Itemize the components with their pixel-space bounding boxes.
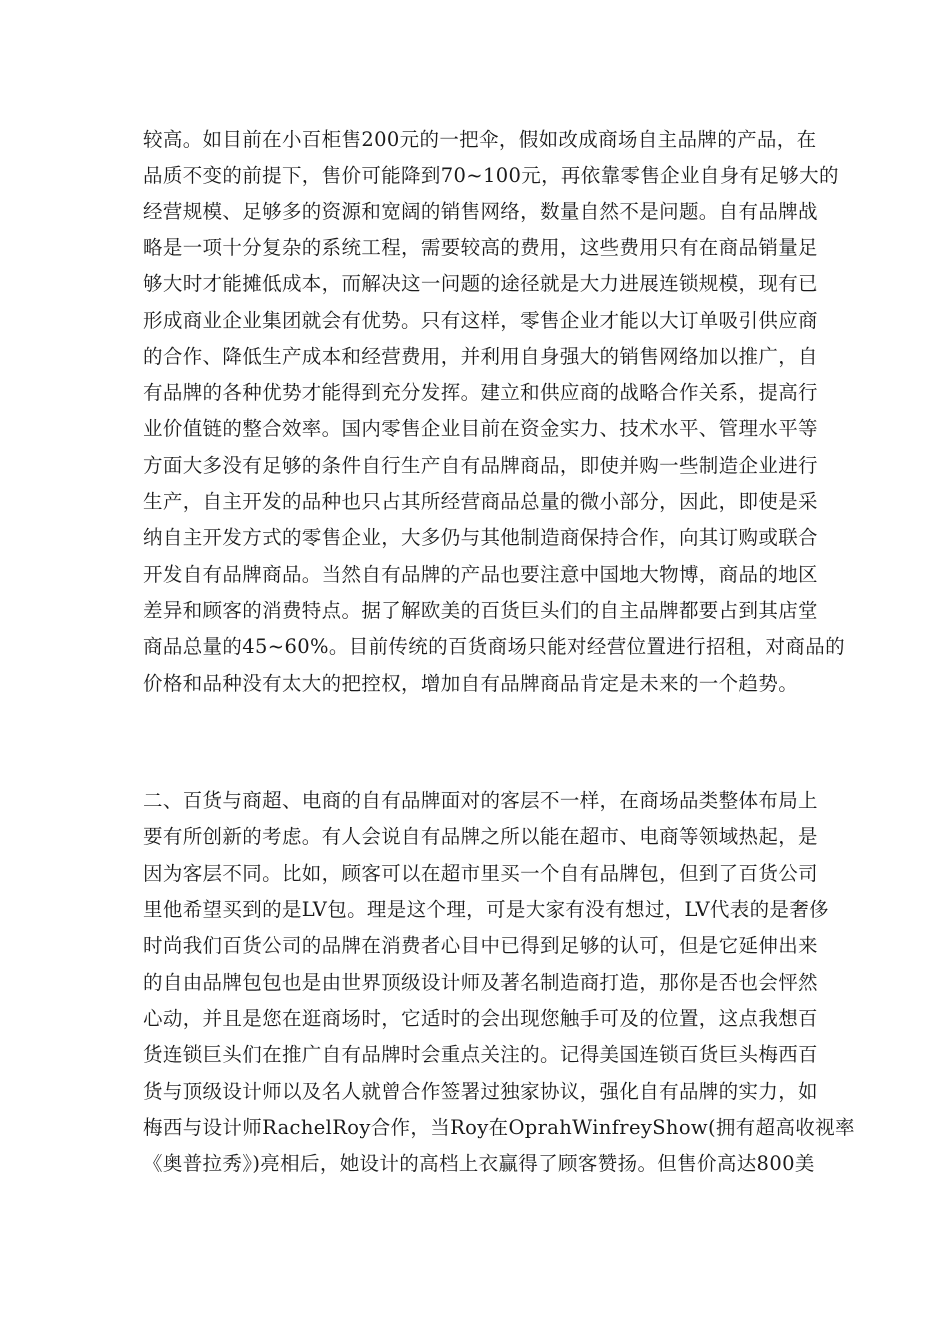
- paragraph-line: 纳自主开发方式的零售企业，大多仍与其他制造商保持合作，向其订购或联合: [143, 526, 818, 549]
- paragraph-line: 时尚我们百货公司的品牌在消费者心目中已得到足够的认可，但是它延伸出来: [143, 934, 818, 957]
- paragraph-line: 够大时才能摊低成本，而解决这一问题的途径就是大力进展连锁规模，现有已: [143, 272, 818, 295]
- paragraph-line: 方面大多没有足够的条件自行生产自有品牌商品，即使并购一些制造企业进行: [143, 454, 818, 477]
- paragraph-line: 品质不变的前提下，售价可能降到70~100元，再依靠零售企业自身有足够大的: [143, 164, 839, 187]
- paragraph-line: 生产，自主开发的品种也只占其所经营商品总量的微小部分，因此，即使是采: [143, 490, 818, 513]
- paragraph-line: 经营规模、足够多的资源和宽阔的销售网络，数量自然不是问题。自有品牌战: [143, 200, 818, 223]
- paragraph-line: 梅西与设计师RachelRoy合作，当Roy在OprahWinfreyShow(拥有超高收视率: [143, 1116, 855, 1139]
- paragraph-line: 较高。如目前在小百柜售200元的一把伞，假如改成商场自主品牌的产品，在: [143, 128, 817, 151]
- paragraph-line: 商品总量的45~60%。目前传统的百货商场只能对经营位置进行招租，对商品的: [143, 635, 845, 658]
- paragraph-line: 开发自有品牌商品。当然自有品牌的产品也要注意中国地大物博，商品的地区: [143, 563, 818, 586]
- paragraph-line: 里他希望买到的是LV包。理是这个理，可是大家有没有想过，LV代表的是奢侈: [143, 898, 830, 921]
- paragraph-line: 货与顶级设计师以及名人就曾合作签署过独家协议，强化自有品牌的实力，如: [143, 1080, 818, 1103]
- paragraph-line: 《奥普拉秀》)亮相后，她设计的高档上衣赢得了顾客赞扬。但售价高达800美: [143, 1152, 815, 1175]
- paragraph-line: 心动，并且是您在逛商场时，它适时的会出现您触手可及的位置，这点我想百: [143, 1007, 818, 1030]
- paragraph-line: 有品牌的各种优势才能得到充分发挥。建立和供应商的战略合作关系，提高行: [143, 381, 818, 404]
- paragraph-line: 的自由品牌包包也是由世界顶级设计师及著名制造商打造，那你是否也会怦然: [143, 971, 818, 994]
- paragraph-line: 略是一项十分复杂的系统工程，需要较高的费用，这些费用只有在商品销量足: [143, 236, 818, 259]
- paragraph-line: 价格和品种没有太大的把控权，增加自有品牌商品肯定是未来的一个趋势。: [143, 672, 799, 695]
- paragraph-line: 要有所创新的考虑。有人会说自有品牌之所以能在超市、电商等领域热起，是: [143, 825, 818, 848]
- paragraph-line: 货连锁巨头们在推广自有品牌时会重点关注的。记得美国连锁百货巨头梅西百: [143, 1043, 818, 1066]
- paragraph-line: 形成商业企业集团就会有优势。只有这样，零售企业才能以大订单吸引供应商: [143, 309, 818, 332]
- paragraph-line: 因为客层不同。比如，顾客可以在超市里买一个自有品牌包，但到了百货公司: [143, 862, 818, 885]
- paragraph-line: 二、百货与商超、电商的自有品牌面对的客层不一样，在商场品类整体布局上: [143, 789, 818, 812]
- paragraph-line: 差异和顾客的消费特点。据了解欧美的百货巨头们的自主品牌都要占到其店堂: [143, 599, 818, 622]
- paragraph-line: 的合作、降低生产成本和经营费用，并利用自身强大的销售网络加以推广，自: [143, 345, 818, 368]
- paragraph-line: 业价值链的整合效率。国内零售企业目前在资金实力、技术水平、管理水平等: [143, 417, 818, 440]
